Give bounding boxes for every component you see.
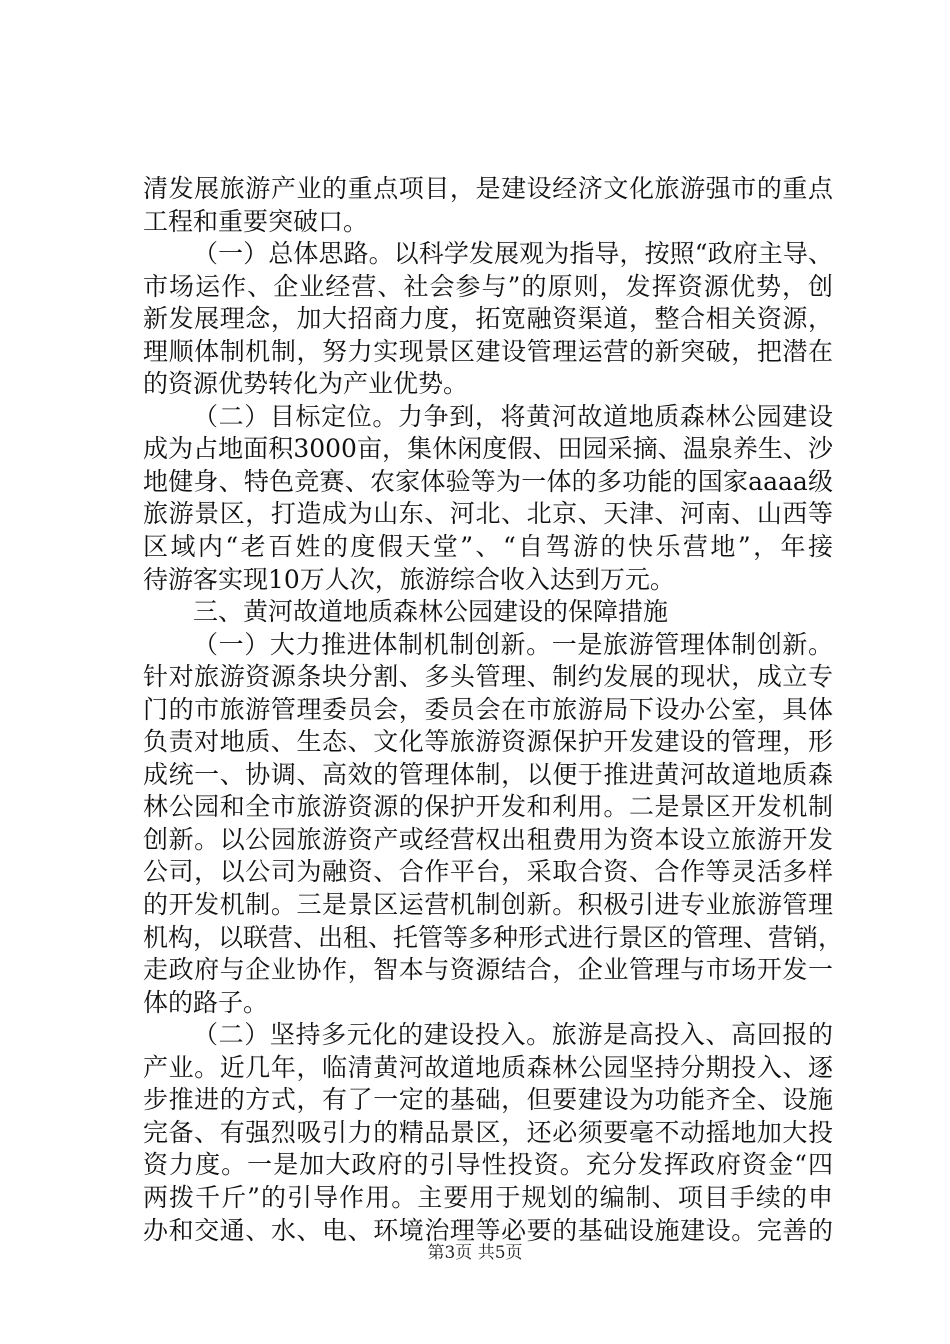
text-line: 理顺体制机制，努力实现景区建设管理运营的新突破，把潜在 — [143, 336, 833, 366]
text-line: 旅游景区，打造成为山东、河北、北京、天津、河南、山西等 — [143, 499, 833, 529]
text-line: 工程和重要突破口。 — [143, 206, 369, 236]
text-line: 公司，以公司为融资、合作平台，采取合资、合作等灵活多样 — [143, 857, 833, 887]
text-line: 两拨千斤”的引导作用。主要用于规划的编制、项目手续的申 — [143, 1182, 833, 1212]
text-line: 机构，以联营、出租、托管等多种形式进行景区的管理、营销， — [143, 922, 844, 952]
text-line: 林公园和全市旅游资源的保护开发和利用。二是景区开发机制 — [143, 792, 833, 822]
text-line: 三、黄河故道地质森林公园建设的保障措施 — [193, 597, 669, 627]
text-line: （一）大力推进体制机制创新。一是旅游管理体制创新。 — [193, 629, 833, 659]
text-line: 办和交通、水、电、环境治理等必要的基础设施建设。完善的 — [143, 1215, 833, 1245]
text-line: 步推进的方式，有了一定的基础，但要建设为功能齐全、设施 — [143, 1085, 833, 1115]
text-line: 体的路子。 — [143, 987, 269, 1017]
text-line: 新发展理念，加大招商力度，拓宽融资渠道，整合相关资源， — [143, 304, 833, 334]
text-line: 针对旅游资源条块分割、多头管理、制约发展的现状，成立专 — [143, 662, 833, 692]
text-line: （二）目标定位。力争到，将黄河故道地质森林公园建设 — [193, 401, 833, 431]
text-line: 成统一、协调、高效的管理体制，以便于推进黄河故道地质森 — [143, 759, 833, 789]
text-line: 负责对地质、生态、文化等旅游资源保护开发建设的管理，形 — [143, 727, 833, 757]
text-line: 区域内“老百姓的度假天堂”、“自驾游的快乐营地”，年接 — [143, 532, 833, 562]
text-line: （一）总体思路。以科学发展观为指导，按照“政府主导、 — [193, 239, 833, 269]
text-line: 市场运作、企业经营、社会参与”的原则，发挥资源优势，创 — [143, 271, 833, 301]
document-body — [143, 173, 844, 1247]
text-line: 清发展旅游产业的重点项目，是建设经济文化旅游强市的重点 — [143, 174, 833, 203]
text-line: 地健身、特色竞赛、农家体验等为一体的多功能的国家aaaa级 — [143, 466, 833, 496]
text-line: 的开发机制。三是景区运营机制创新。积极引进专业旅游管理 — [143, 890, 833, 920]
text-line: 完备、有强烈吸引力的精品景区，还必须要毫不动摇地加大投 — [143, 1117, 833, 1147]
text-line: 待游客实现10万人次，旅游综合收入达到万元。 — [143, 564, 675, 594]
text-line: 创新。以公园旅游资产或经营权出租费用为资本设立旅游开发 — [143, 824, 833, 854]
page-footer: 第3页 共5页 — [427, 1243, 523, 1263]
text-line: 的资源优势转化为产业优势。 — [143, 369, 469, 399]
text-line: 门的市旅游管理委员会，委员会在市旅游局下设办公室，具体 — [143, 694, 833, 724]
text-line: （二）坚持多元化的建设投入。旅游是高投入、高回报的 — [193, 1020, 833, 1050]
text-line: 产业。近几年，临清黄河故道地质森林公园坚持分期投入、逐 — [143, 1052, 833, 1082]
text-line: 资力度。一是加大政府的引导性投资。充分发挥政府资金“四 — [143, 1150, 833, 1180]
text-line: 走政府与企业协作，智本与资源结合，企业管理与市场开发一 — [143, 955, 833, 985]
text-line: 成为占地面积3000亩，集休闲度假、田园采摘、温泉养生、沙 — [143, 434, 833, 464]
